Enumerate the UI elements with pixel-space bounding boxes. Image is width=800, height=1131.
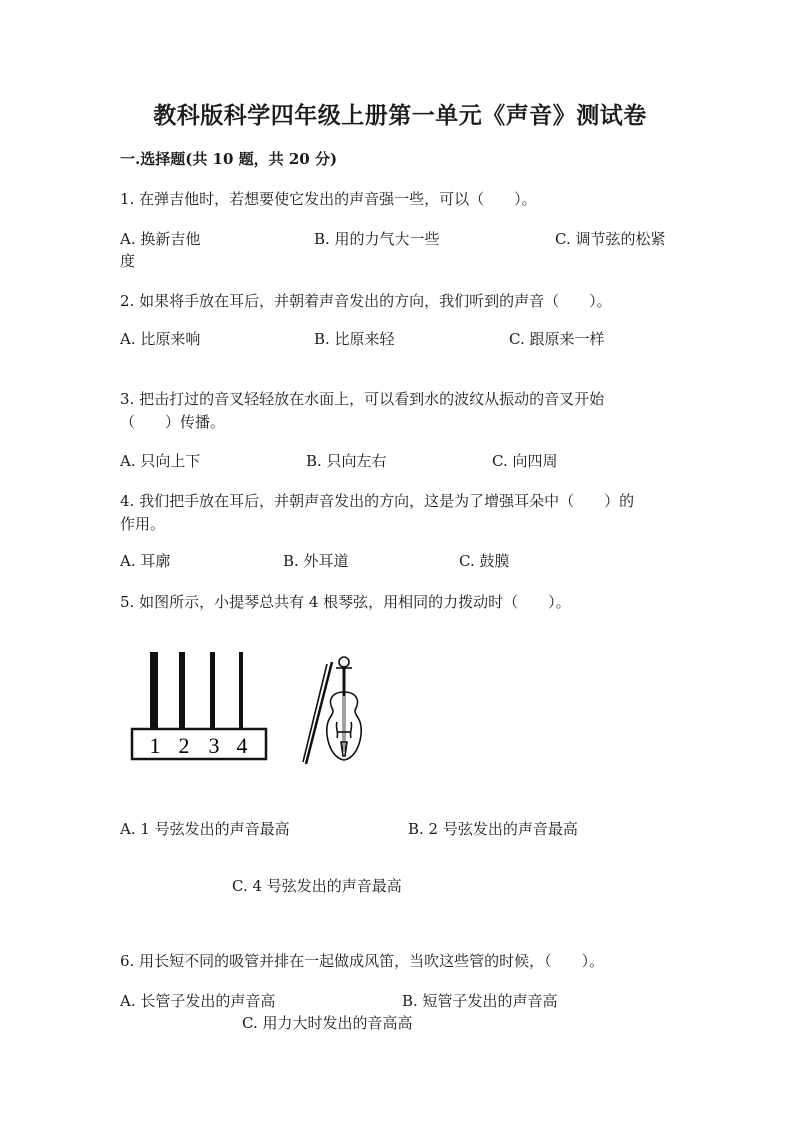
question-4-stem-line-2: 作用。 xyxy=(120,515,166,533)
question-2-option-a: A. 比原来响 xyxy=(120,330,201,348)
question-1-stem: 1. 在弹吉他时，若想要使它发出的声音强一些，可以（ ）。 xyxy=(120,190,537,208)
question-5-option-b: B. 2 号弦发出的声音最高 xyxy=(408,820,578,838)
string-4 xyxy=(239,652,243,729)
string-board-figure xyxy=(128,650,270,762)
question-2-stem: 2. 如果将手放在耳后，并朝着声音发出的方向，我们听到的声音（ ）。 xyxy=(120,292,612,310)
question-3-option-b: B. 只向左右 xyxy=(306,452,387,470)
question-2-option-c: C. 跟原来一样 xyxy=(509,330,605,348)
question-6-option-b: B. 短管子发出的声音高 xyxy=(402,992,558,1010)
string-label-3: 3 xyxy=(208,733,220,758)
violin-figure xyxy=(300,652,380,772)
string-1 xyxy=(150,652,158,729)
question-1-option-c: C. 调节弦的松紧 xyxy=(555,230,666,248)
question-3-stem-line-1: 3. 把击打过的音叉轻轻放在水面上，可以看到水的波纹从振动的音叉开始 xyxy=(120,390,605,408)
string-2 xyxy=(179,652,185,729)
question-1-option-c-wrap: 度 xyxy=(120,252,136,270)
question-3-stem-line-2: （ ）传播。 xyxy=(120,413,226,431)
question-6-stem: 6. 用长短不同的吸管并排在一起做成风笛，当吹这些管的时候，（ ）。 xyxy=(120,952,605,970)
string-3 xyxy=(210,652,215,729)
question-5-option-c: C. 4 号弦发出的声音最高 xyxy=(232,877,402,895)
question-4-option-a: A. 耳廓 xyxy=(120,552,171,570)
string-label-4: 4 xyxy=(236,733,248,758)
question-3-option-c: C. 向四周 xyxy=(492,452,558,470)
question-3-option-a: A. 只向上下 xyxy=(120,452,201,470)
question-5-stem: 5. 如图所示，小提琴总共有 4 根琴弦，用相同的力拨动时（ ）。 xyxy=(120,593,571,611)
question-4-option-b: B. 外耳道 xyxy=(283,552,349,570)
page-title: 教科版科学四年级上册第一单元《声音》测试卷 xyxy=(153,102,647,129)
question-6-option-c: C. 用力大时发出的音高高 xyxy=(242,1014,413,1032)
section-heading: 一.选择题(共 10 题，共 20 分) xyxy=(120,150,338,168)
question-5-option-a: A. 1 号弦发出的声音最高 xyxy=(120,820,290,838)
string-label-2: 2 xyxy=(178,733,190,758)
question-4-stem-line-1: 4. 我们把手放在耳后，并朝声音发出的方向，这是为了增强耳朵中（ ）的 xyxy=(120,492,635,510)
string-label-1: 1 xyxy=(149,733,161,758)
question-1-option-a: A. 换新吉他 xyxy=(120,230,201,248)
question-6-option-a: A. 长管子发出的声音高 xyxy=(120,992,276,1010)
violin-icon xyxy=(303,657,361,764)
question-2-option-b: B. 比原来轻 xyxy=(314,330,395,348)
question-1-option-b: B. 用的力气大一些 xyxy=(314,230,440,248)
question-4-option-c: C. 鼓膜 xyxy=(459,552,510,570)
